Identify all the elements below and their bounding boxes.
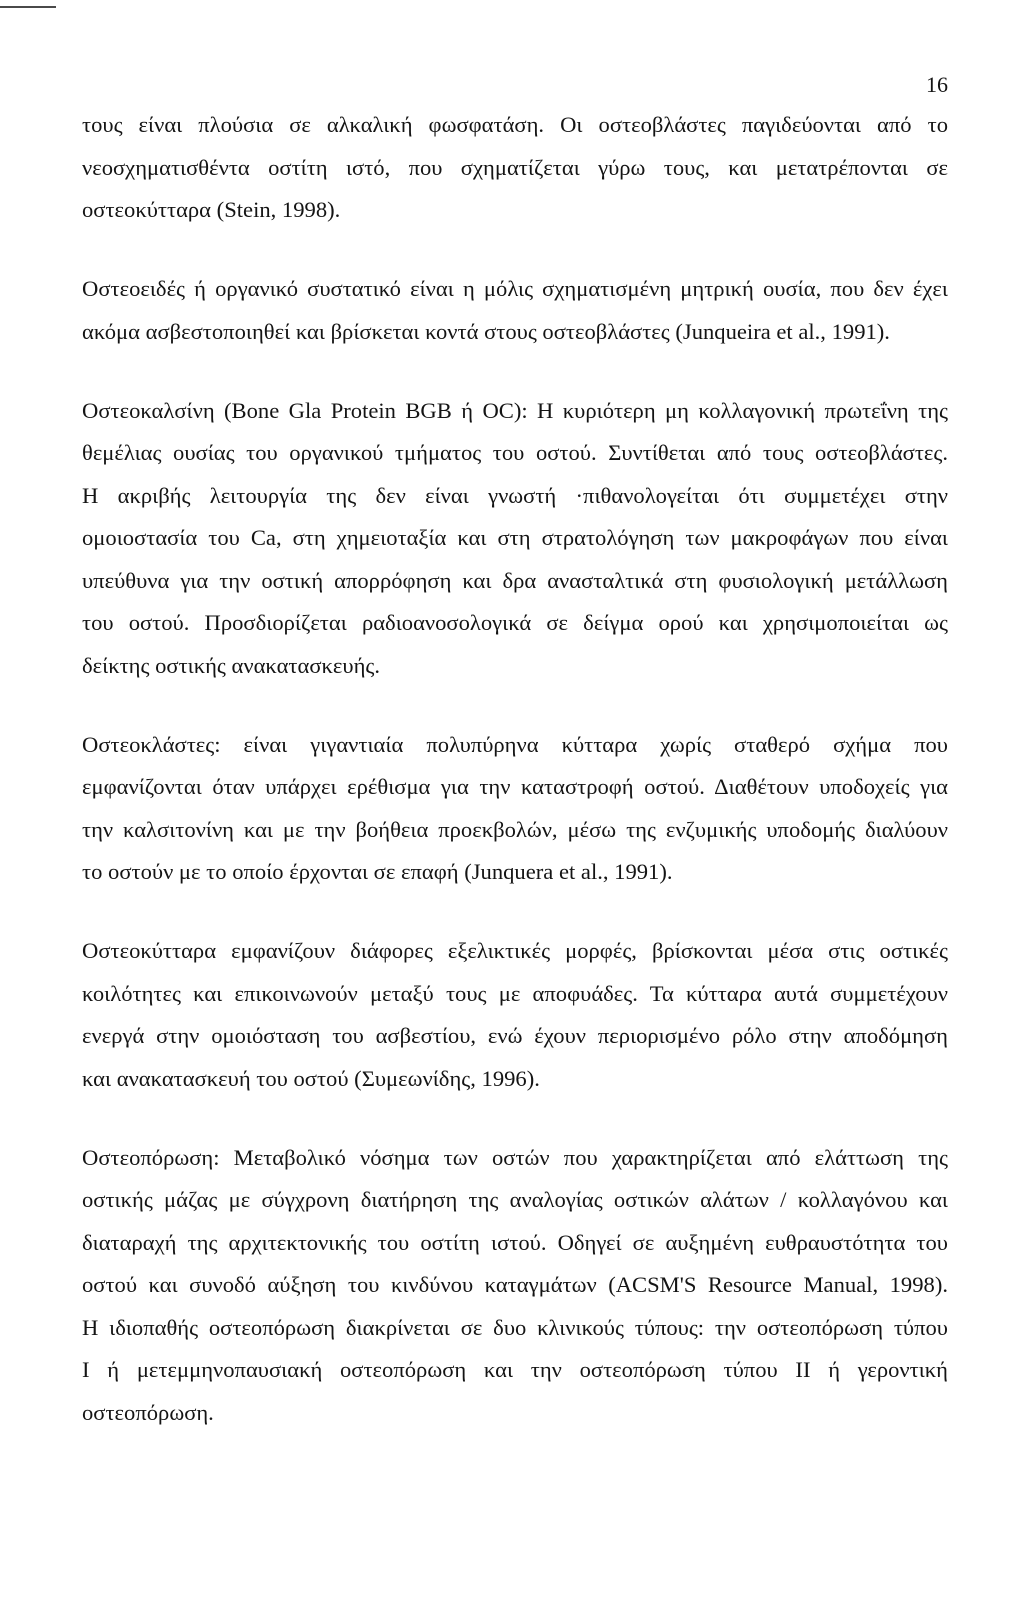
paragraph-osteoclasts bbox=[82, 724, 948, 894]
paragraph-osteocalcin bbox=[82, 390, 948, 688]
text-line: Οστεοειδές ή οργανικό συστατικό είναι η μόλις σχηματισμένη μητρική ουσία, που δεν έχει bbox=[82, 276, 948, 301]
text-line: την καλσιτονίνη και με την βοήθεια προεκβολών, μέσω της ενζυμικής υποδομής διαλύουν bbox=[82, 816, 948, 842]
text-line: τους είναι πλούσια σε αλκαλική φωσφατάση. Οι οστεοβλάστες παγιδεύονται από το bbox=[82, 112, 948, 137]
text-line: οστεοπόρωση. bbox=[82, 1399, 214, 1425]
text-line: Η ιδιοπαθής οστεοπόρωση διακρίνεται σε δυο κλινικούς τύπους: την οστεοπόρωση τύπου bbox=[82, 1314, 948, 1340]
text-line: οστικής μάζας με σύγχρονη διατήρηση της αναλογίας οστικών αλάτων / κολλαγόνου και bbox=[82, 1187, 948, 1212]
text-line: ακόμα ασβεστοποιηθεί και βρίσκεται κοντά στους οστεοβλάστες (Junqueira et al., 1991). bbox=[82, 318, 890, 344]
text-line: και ανακατασκευή του οστού (Συμεωνίδης, 1996). bbox=[82, 1065, 540, 1091]
text-line: δείκτης οστικής ανακατασκευής. bbox=[82, 652, 380, 678]
text-line: Οστεοκαλσίνη (Bone Gla Protein BGB ή OC): Η κυριότερη μη κολλαγονική πρωτεΐνη της bbox=[82, 397, 948, 423]
text-line: ενεργά στην ομοιόσταση του ασβεστίου, ενώ έχουν περιορισμένο ρόλο στην αποδόμηση bbox=[82, 1023, 948, 1048]
text-line: Οστεοπόρωση: Μεταβολικό νόσημα των οστών που χαρακτηρίζεται από ελάττωση της bbox=[82, 1144, 948, 1170]
text-line: εμφανίζονται όταν υπάρχει ερέθισμα για την καταστροφή οστού. Διαθέτουν υποδοχείς για bbox=[82, 774, 948, 799]
page-number: 16 bbox=[926, 72, 948, 97]
paragraph-osteocytes bbox=[82, 930, 948, 1100]
text-line: υπεύθυνα για την οστική απορρόφηση και δρα ανασταλτικά στη φυσιολογική μετάλλωση bbox=[82, 567, 948, 593]
document-body bbox=[82, 104, 948, 1471]
text-line: κοιλότητες και επικοινωνούν μεταξύ τους με αποφυάδες. Τα κύτταρα αυτά συμμετέχουν bbox=[82, 980, 948, 1006]
paragraph-osteoporosis bbox=[82, 1137, 948, 1435]
paragraph-osteoid bbox=[82, 268, 948, 353]
text-line: Οστεοκλάστες: είναι γιγαντιαία πολυπύρηνα κύτταρα χωρίς σταθερό σχήμα που bbox=[82, 731, 948, 757]
text-line: I ή μετεμμηνοπαυσιακή οστεοπόρωση και την οστεοπόρωση τύπου II ή γεροντική bbox=[82, 1357, 948, 1382]
scan-edge-line bbox=[0, 6, 56, 8]
text-line: το οστούν με το οποίο έρχονται σε επαφή (Junquera et al., 1991). bbox=[82, 859, 673, 884]
paragraph-osteoblasts-continuation bbox=[82, 104, 948, 232]
text-line: ομοιοστασία του Ca, στη χημειοταξία και στη στρατολόγηση των μακροφάγων που είναι bbox=[82, 525, 948, 550]
text-line: διαταραχή της αρχιτεκτονικής του οστίτη ιστού. Οδηγεί σε αυξημένη ευθραυστότητα του bbox=[82, 1229, 948, 1255]
text-line: θεμέλιας ουσίας του οργανικού τμήματος του οστού. Συντίθεται από τους οστεοβλάστες. bbox=[82, 440, 948, 465]
text-line: Οστεοκύτταρα εμφανίζουν διάφορες εξελικτικές μορφές, βρίσκονται μέσα στις οστικές bbox=[82, 938, 948, 963]
text-line: Η ακριβής λειτουργία της δεν είναι γνωστή ·πιθανολογείται ότι συμμετέχει στην bbox=[82, 482, 948, 508]
text-line: του οστού. Προσδιορίζεται ραδιοανοσολογικά σε δείγμα ορού και χρησιμοποιείται ως bbox=[82, 610, 948, 635]
text-line: οστού και συνοδό αύξηση του κινδύνου καταγμάτων (ACSM'S Resource Manual, 1998). bbox=[82, 1272, 948, 1297]
text-line: οστεοκύτταρα (Stein, 1998). bbox=[82, 197, 341, 222]
text-line: νεοσχηματισθέντα οστίτη ιστό, που σχηματίζεται γύρω τους, και μετατρέπονται σε bbox=[82, 154, 948, 180]
